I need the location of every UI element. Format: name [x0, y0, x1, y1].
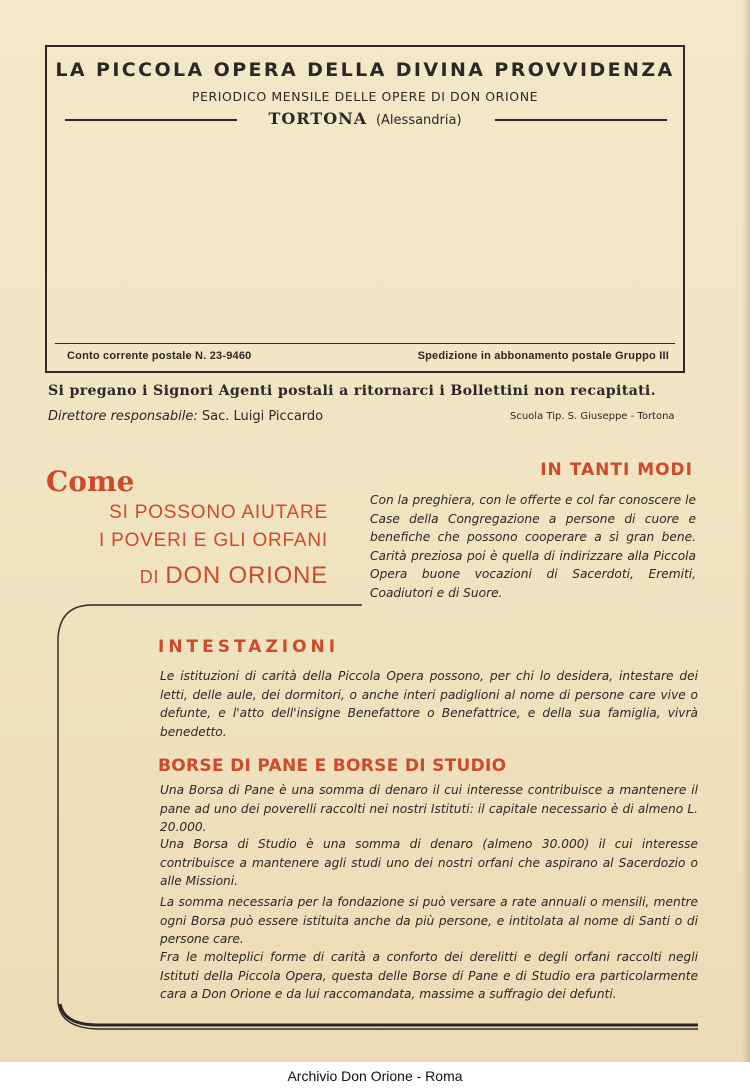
masthead-province: (Alessandria) [375, 113, 462, 128]
modi-heading: IN TANTI MODI [540, 460, 693, 480]
come-line-3 [140, 562, 328, 590]
page-edge-shadow [742, 0, 750, 1062]
masthead-city-line [47, 109, 683, 128]
borse-paragraph-3: La somma necessaria per la fondazione si può versare a rate annuali o mensili, mentre ogni Borsa può essere istituita anche da più persone, e intitolata al nome di Santi o di persone care. [160, 895, 698, 947]
come-heading: Come [46, 465, 135, 498]
masthead-box [45, 45, 685, 373]
intestazioni-paragraph: Le istituzioni di carità della Piccola Opera possono, per chi lo desidera, intestare dei letti, delle aule, dei dormitori, o anche interi padiglioni al nome di persone care vive o defunte, e l'atto dell'insigne Benefattore o Benefattrice, e della sua famiglia, vivrà benedetto. [160, 669, 698, 739]
director-label: Direttore responsabile: [48, 409, 198, 424]
director-name: Sac. Luigi Piccardo [201, 409, 324, 424]
postal-notice: Si pregano i Signori Agenti postali a ritornarci i Bollettini non recapitati. [48, 383, 656, 399]
masthead-subtitle: PERIODICO MENSILE DELLE OPERE DI DON ORIONE [191, 89, 539, 104]
come-line-2: I POVERI E GLI ORFANI [98, 530, 328, 551]
archive-footer: Archivio Don Orione - Roma [287, 1068, 463, 1084]
masthead-bottom-rule [55, 343, 675, 344]
intestazioni-heading: INTESTAZIONI [158, 637, 340, 657]
masthead-city: TORTONA [268, 109, 368, 128]
director-line [48, 409, 323, 424]
modi-paragraph: Con la preghiera, con le offerte e col far conoscere le Case della Congregazione a persone di cuore e benefiche che possono cooperare a sì gran bene. Carità preziosa poi è quella di indirizzare alla Piccola Opera buone vocazioni di Sacerdoti, Eremiti, Coadiutori e di Suore. [370, 493, 696, 600]
masthead-title: LA PICCOLA OPERA DELLA DIVINA PROVVIDENZA [55, 59, 675, 81]
postal-shipping: Spedizione in abbonamento postale Gruppo III [417, 350, 669, 362]
printer-credit: Scuola Tip. S. Giuseppe - Tortona [510, 411, 675, 422]
borse-paragraph-1: Una Borsa di Pane è una somma di denaro il cui interesse contribuisce a mantenere il pane ad uno dei poverelli raccolti nei nostri Istituti: il capitale necessario è di almeno L. 20.000. [160, 783, 698, 835]
postal-account: Conto corrente postale N. 23-9460 [67, 350, 252, 362]
borse-paragraph-4: Fra le molteplici forme di carità a conforto dei derelitti e degli orfani raccolti negli Istituti della Piccola Opera, questa delle Borse di Pane e di Studio era particolarmente cara a Don Orione e da lui raccomandata, massime a suffragio dei defunti. [160, 950, 698, 1002]
come-line-3-prefix: DI [139, 567, 160, 587]
borse-paragraph-2: Una Borsa di Studio è una somma di denaro (almeno 30.000) il cui interesse contribuisce a mantenere agli studi uno dei nostri orfani che aspirano al Sacerdozio o alle Missioni. [160, 837, 698, 889]
come-line-1: SI POSSONO AIUTARE [109, 502, 328, 523]
come-line-3-name: DON ORIONE [165, 562, 328, 589]
borse-heading: BORSE DI PANE E BORSE DI STUDIO [158, 756, 507, 776]
